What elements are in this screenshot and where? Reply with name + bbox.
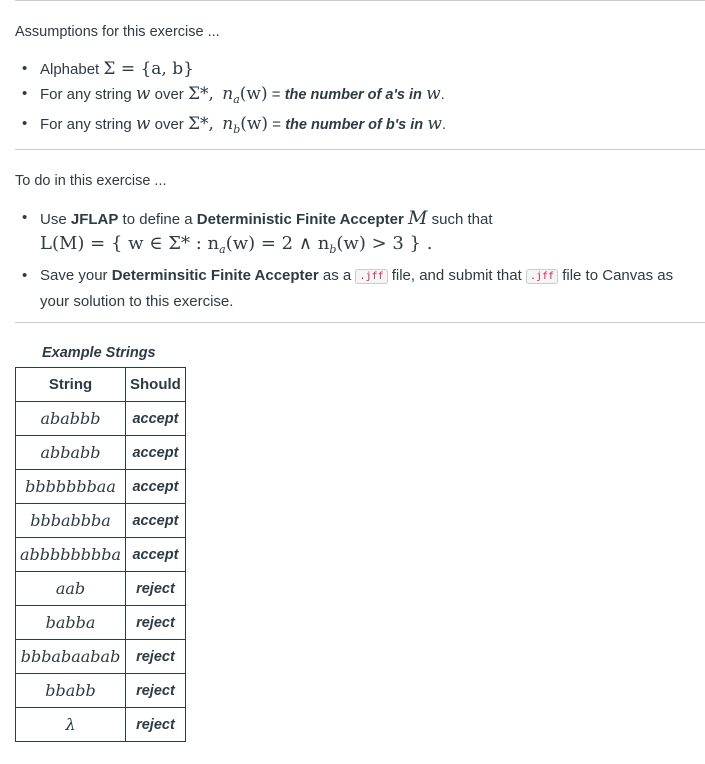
- na-desc: the number of a's in: [284, 87, 422, 103]
- cell-result: accept: [126, 504, 186, 538]
- section-divider-2: [15, 322, 705, 323]
- assumptions-list: [15, 57, 446, 142]
- nb-period: .: [441, 116, 447, 133]
- cell-string: aab: [16, 572, 126, 606]
- nb-arg: (w): [240, 114, 269, 134]
- cell-result: accept: [126, 436, 186, 470]
- cell-result: reject: [126, 572, 186, 606]
- jflap-text: JFLAP: [70, 211, 119, 228]
- list-item-nb: [40, 112, 446, 142]
- nb-w2: w: [427, 114, 442, 134]
- solution-text: your solution to this exercise.: [40, 293, 234, 310]
- table-header-row: [16, 368, 186, 402]
- as-a-text: as a: [322, 267, 352, 284]
- table-row: [16, 572, 186, 606]
- use-text: Use: [40, 211, 67, 228]
- na-func: n: [222, 84, 234, 104]
- table-row: [16, 402, 186, 436]
- to-define-text: to define a: [122, 211, 193, 228]
- cell-result: reject: [126, 708, 186, 742]
- table-row: [16, 640, 186, 674]
- language-sub-a: a: [219, 243, 226, 256]
- table-row: [16, 504, 186, 538]
- nb-desc: the number of b's in: [285, 117, 424, 133]
- nb-equals: =: [272, 116, 282, 133]
- list-item-alphabet: [40, 57, 446, 82]
- nb-sub: b: [233, 123, 241, 136]
- table-row: [16, 538, 186, 572]
- header-should: Should: [126, 368, 186, 402]
- na-sub: a: [233, 93, 240, 106]
- alphabet-label: Alphabet: [40, 61, 100, 78]
- table-row: [16, 436, 186, 470]
- cell-string: babba: [16, 606, 126, 640]
- file-submit-text: file, and submit that: [391, 267, 522, 284]
- file-canvas-text: file to Canvas as: [562, 267, 674, 284]
- cell-string: abbbbbbbba: [16, 538, 126, 572]
- cell-result: accept: [126, 470, 186, 504]
- nb-func: n: [222, 114, 234, 134]
- header-string: String: [16, 368, 126, 402]
- jff-extension-2: .jff: [526, 269, 558, 284]
- cell-result: accept: [126, 402, 186, 436]
- cell-result: reject: [126, 606, 186, 640]
- todo-heading: To do in this exercise ...: [15, 173, 167, 189]
- na-equals: =: [271, 86, 281, 103]
- example-strings-table: [15, 367, 186, 742]
- na-arg: (w): [239, 84, 268, 104]
- nb-w: w: [135, 114, 151, 134]
- table-row: [16, 674, 186, 708]
- list-item-na: [40, 82, 446, 112]
- table-row: [16, 606, 186, 640]
- todo-list: [15, 206, 705, 314]
- alphabet-math: Σ = {a, b}: [103, 59, 194, 79]
- list-item-define: [40, 206, 705, 262]
- na-prefix: For any string: [40, 86, 132, 103]
- save-text: Save your: [40, 267, 108, 284]
- table-caption: Example Strings: [42, 345, 156, 361]
- table-row: [16, 708, 186, 742]
- nb-over: over: [154, 116, 184, 133]
- language-def-end: (w) > 3 } .: [336, 233, 433, 254]
- jff-extension-1: .jff: [355, 269, 387, 284]
- nb-sigma-star: Σ*,: [187, 114, 214, 134]
- cell-result: reject: [126, 674, 186, 708]
- na-w2: w: [426, 84, 441, 104]
- dfa-text: Deterministic Finite Accepter: [196, 211, 404, 228]
- section-divider-1: [15, 149, 705, 150]
- language-sub-b: b: [329, 243, 337, 256]
- cell-string: bbabb: [16, 674, 126, 708]
- dfa-save-text: Determinsitic Finite Accepter: [111, 267, 319, 284]
- nb-prefix: For any string: [40, 116, 132, 133]
- cell-string: bbbbbbbaa: [16, 470, 126, 504]
- such-that-text: such that: [431, 211, 493, 228]
- na-sigma-star: Σ*,: [187, 84, 214, 104]
- na-over: over: [154, 86, 184, 103]
- m-symbol: M: [407, 207, 428, 229]
- language-def-mid: (w) = 2 ∧ n: [225, 233, 330, 254]
- cell-string: bbbabbba: [16, 504, 126, 538]
- cell-string: ababbb: [16, 402, 126, 436]
- assumptions-heading: Assumptions for this exercise ...: [15, 24, 220, 40]
- language-def-start: L(M) = { w ∈ Σ* : n: [40, 233, 220, 254]
- table-row: [16, 470, 186, 504]
- cell-result: reject: [126, 640, 186, 674]
- cell-string: bbbabaabab: [16, 640, 126, 674]
- list-item-save: [40, 264, 705, 314]
- top-divider: [15, 0, 705, 1]
- cell-result: accept: [126, 538, 186, 572]
- cell-string: abbabb: [16, 436, 126, 470]
- na-w: w: [135, 84, 151, 104]
- cell-string: λ: [16, 708, 126, 742]
- na-period: .: [440, 86, 445, 103]
